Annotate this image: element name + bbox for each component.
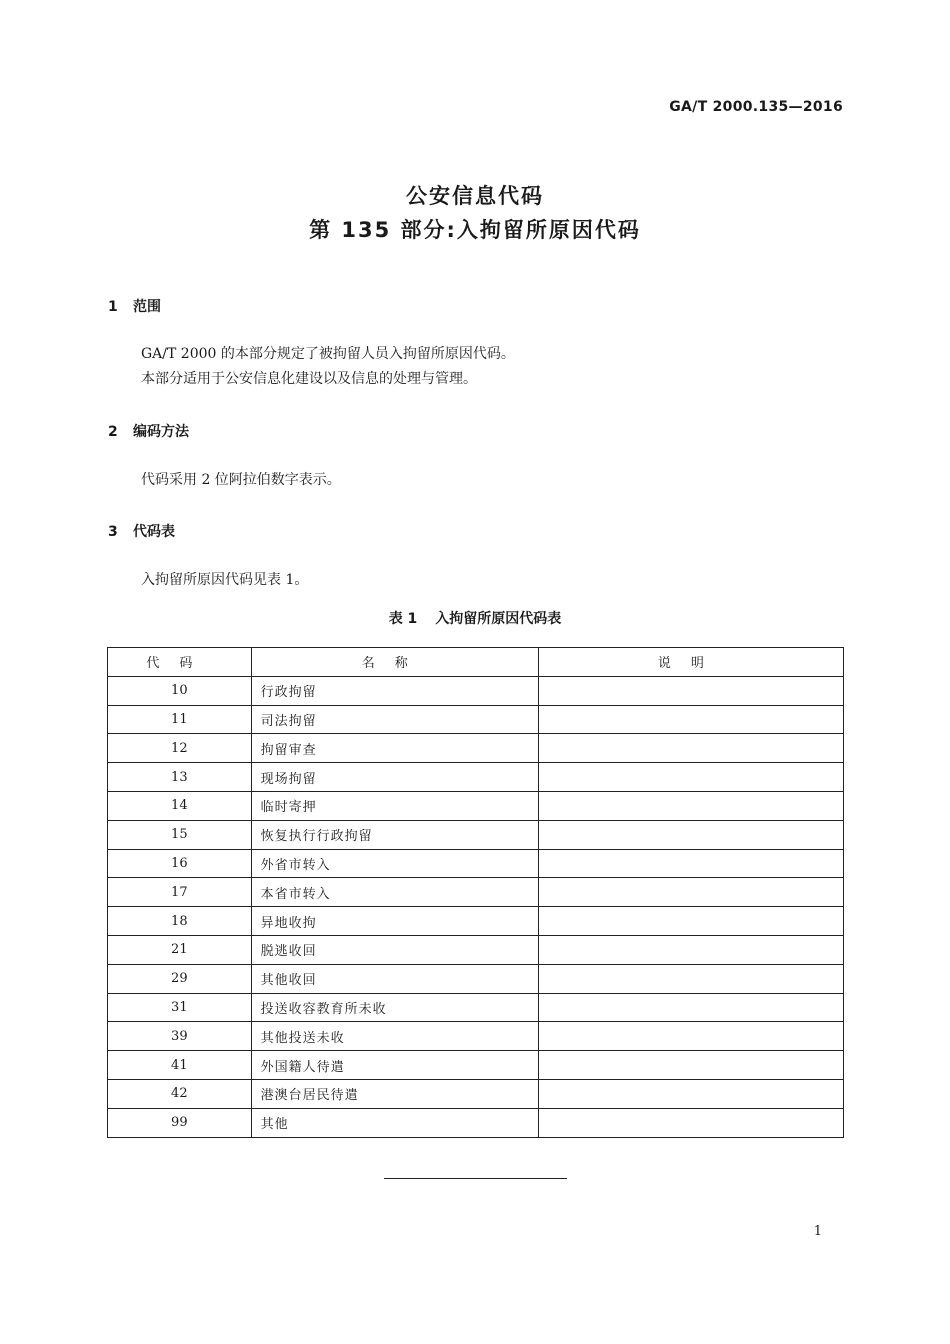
- table-row: [108, 791, 844, 820]
- cell-name: 本省市转入: [251, 878, 538, 907]
- cell-name: 其他投送未收: [251, 1022, 538, 1051]
- cell-description: [538, 791, 843, 820]
- table-row: [108, 763, 844, 792]
- table-row: [108, 734, 844, 763]
- cell-description: [538, 734, 843, 763]
- title-part: 第 135 部分:入拘留所原因代码: [309, 218, 641, 242]
- table-row: [108, 1051, 844, 1080]
- table-row: [108, 820, 844, 849]
- cell-name: 拘留审查: [251, 734, 538, 763]
- table-caption-title: 入拘留所原因代码表: [435, 611, 562, 627]
- cell-description: [538, 964, 843, 993]
- section-title: 代码表: [133, 524, 175, 540]
- cell-name: 港澳台居民待遣: [251, 1079, 538, 1108]
- table-caption-number: 表 1: [388, 611, 418, 627]
- end-rule: [384, 1178, 567, 1179]
- table-row: [108, 676, 844, 705]
- section-heading-scope: [108, 296, 161, 316]
- cell-description: [538, 1022, 843, 1051]
- header-description: 说明: [538, 648, 843, 677]
- section-number: 2: [108, 424, 118, 440]
- cell-description: [538, 993, 843, 1022]
- cell-name: 司法拘留: [251, 705, 538, 734]
- cell-code: 16: [108, 849, 252, 878]
- cell-code: 18: [108, 907, 252, 936]
- table-row: [108, 1108, 844, 1137]
- cell-description: [538, 763, 843, 792]
- cell-code: 15: [108, 820, 252, 849]
- paragraph: 本部分适用于公安信息化建设以及信息的处理与管理。: [141, 371, 477, 387]
- table-header-row: [108, 648, 844, 677]
- section-heading-code-table: [108, 521, 175, 541]
- cell-description: [538, 1108, 843, 1137]
- cell-name: 外国籍人待遣: [251, 1051, 538, 1080]
- table-row: [108, 935, 844, 964]
- cell-description: [538, 820, 843, 849]
- cell-name: 恢复执行行政拘留: [251, 820, 538, 849]
- cell-name: 外省市转入: [251, 849, 538, 878]
- document-title: [0, 180, 950, 248]
- cell-code: 12: [108, 734, 252, 763]
- standard-number: GA/T 2000.135—2016: [669, 99, 843, 115]
- cell-description: [538, 878, 843, 907]
- cell-code: 41: [108, 1051, 252, 1080]
- section-heading-coding-method: [108, 421, 189, 441]
- table-row: [108, 1079, 844, 1108]
- cell-name: 异地收拘: [251, 907, 538, 936]
- table-row: [108, 705, 844, 734]
- section-number: 3: [108, 524, 118, 540]
- cell-code: 10: [108, 676, 252, 705]
- cell-name: 投送收容教育所未收: [251, 993, 538, 1022]
- cell-description: [538, 1051, 843, 1080]
- table-row: [108, 964, 844, 993]
- cell-code: 21: [108, 935, 252, 964]
- section-title: 范围: [133, 299, 161, 315]
- cell-name: 临时寄押: [251, 791, 538, 820]
- table-row: [108, 993, 844, 1022]
- page-number: 1: [813, 1224, 822, 1239]
- table-row: [108, 907, 844, 936]
- cell-code: 39: [108, 1022, 252, 1051]
- cell-description: [538, 907, 843, 936]
- table-body: [108, 676, 844, 1137]
- paragraph: GA/T 2000 的本部分规定了被拘留人员入拘留所原因代码。: [141, 346, 515, 362]
- cell-code: 11: [108, 705, 252, 734]
- table-row: [108, 849, 844, 878]
- cell-code: 29: [108, 964, 252, 993]
- cell-code: 13: [108, 763, 252, 792]
- cell-code: 17: [108, 878, 252, 907]
- header-code: 代码: [108, 648, 252, 677]
- paragraph: 入拘留所原因代码见表 1。: [141, 572, 309, 588]
- cell-description: [538, 849, 843, 878]
- table-row: [108, 878, 844, 907]
- cell-code: 14: [108, 791, 252, 820]
- cell-name: 其他收回: [251, 964, 538, 993]
- paragraph: 代码采用 2 位阿拉伯数字表示。: [141, 472, 341, 488]
- cell-code: 42: [108, 1079, 252, 1108]
- title-main: 公安信息代码: [406, 184, 544, 208]
- code-table: [107, 647, 844, 1138]
- section-number: 1: [108, 299, 118, 315]
- header-name: 名称: [251, 648, 538, 677]
- cell-name: 脱逃收回: [251, 935, 538, 964]
- cell-description: [538, 1079, 843, 1108]
- section-title: 编码方法: [133, 424, 189, 440]
- cell-name: 现场拘留: [251, 763, 538, 792]
- table-row: [108, 1022, 844, 1051]
- cell-code: 31: [108, 993, 252, 1022]
- table-caption: [0, 608, 950, 628]
- cell-code: 99: [108, 1108, 252, 1137]
- cell-name: 行政拘留: [251, 676, 538, 705]
- cell-description: [538, 935, 843, 964]
- cell-name: 其他: [251, 1108, 538, 1137]
- cell-description: [538, 676, 843, 705]
- cell-description: [538, 705, 843, 734]
